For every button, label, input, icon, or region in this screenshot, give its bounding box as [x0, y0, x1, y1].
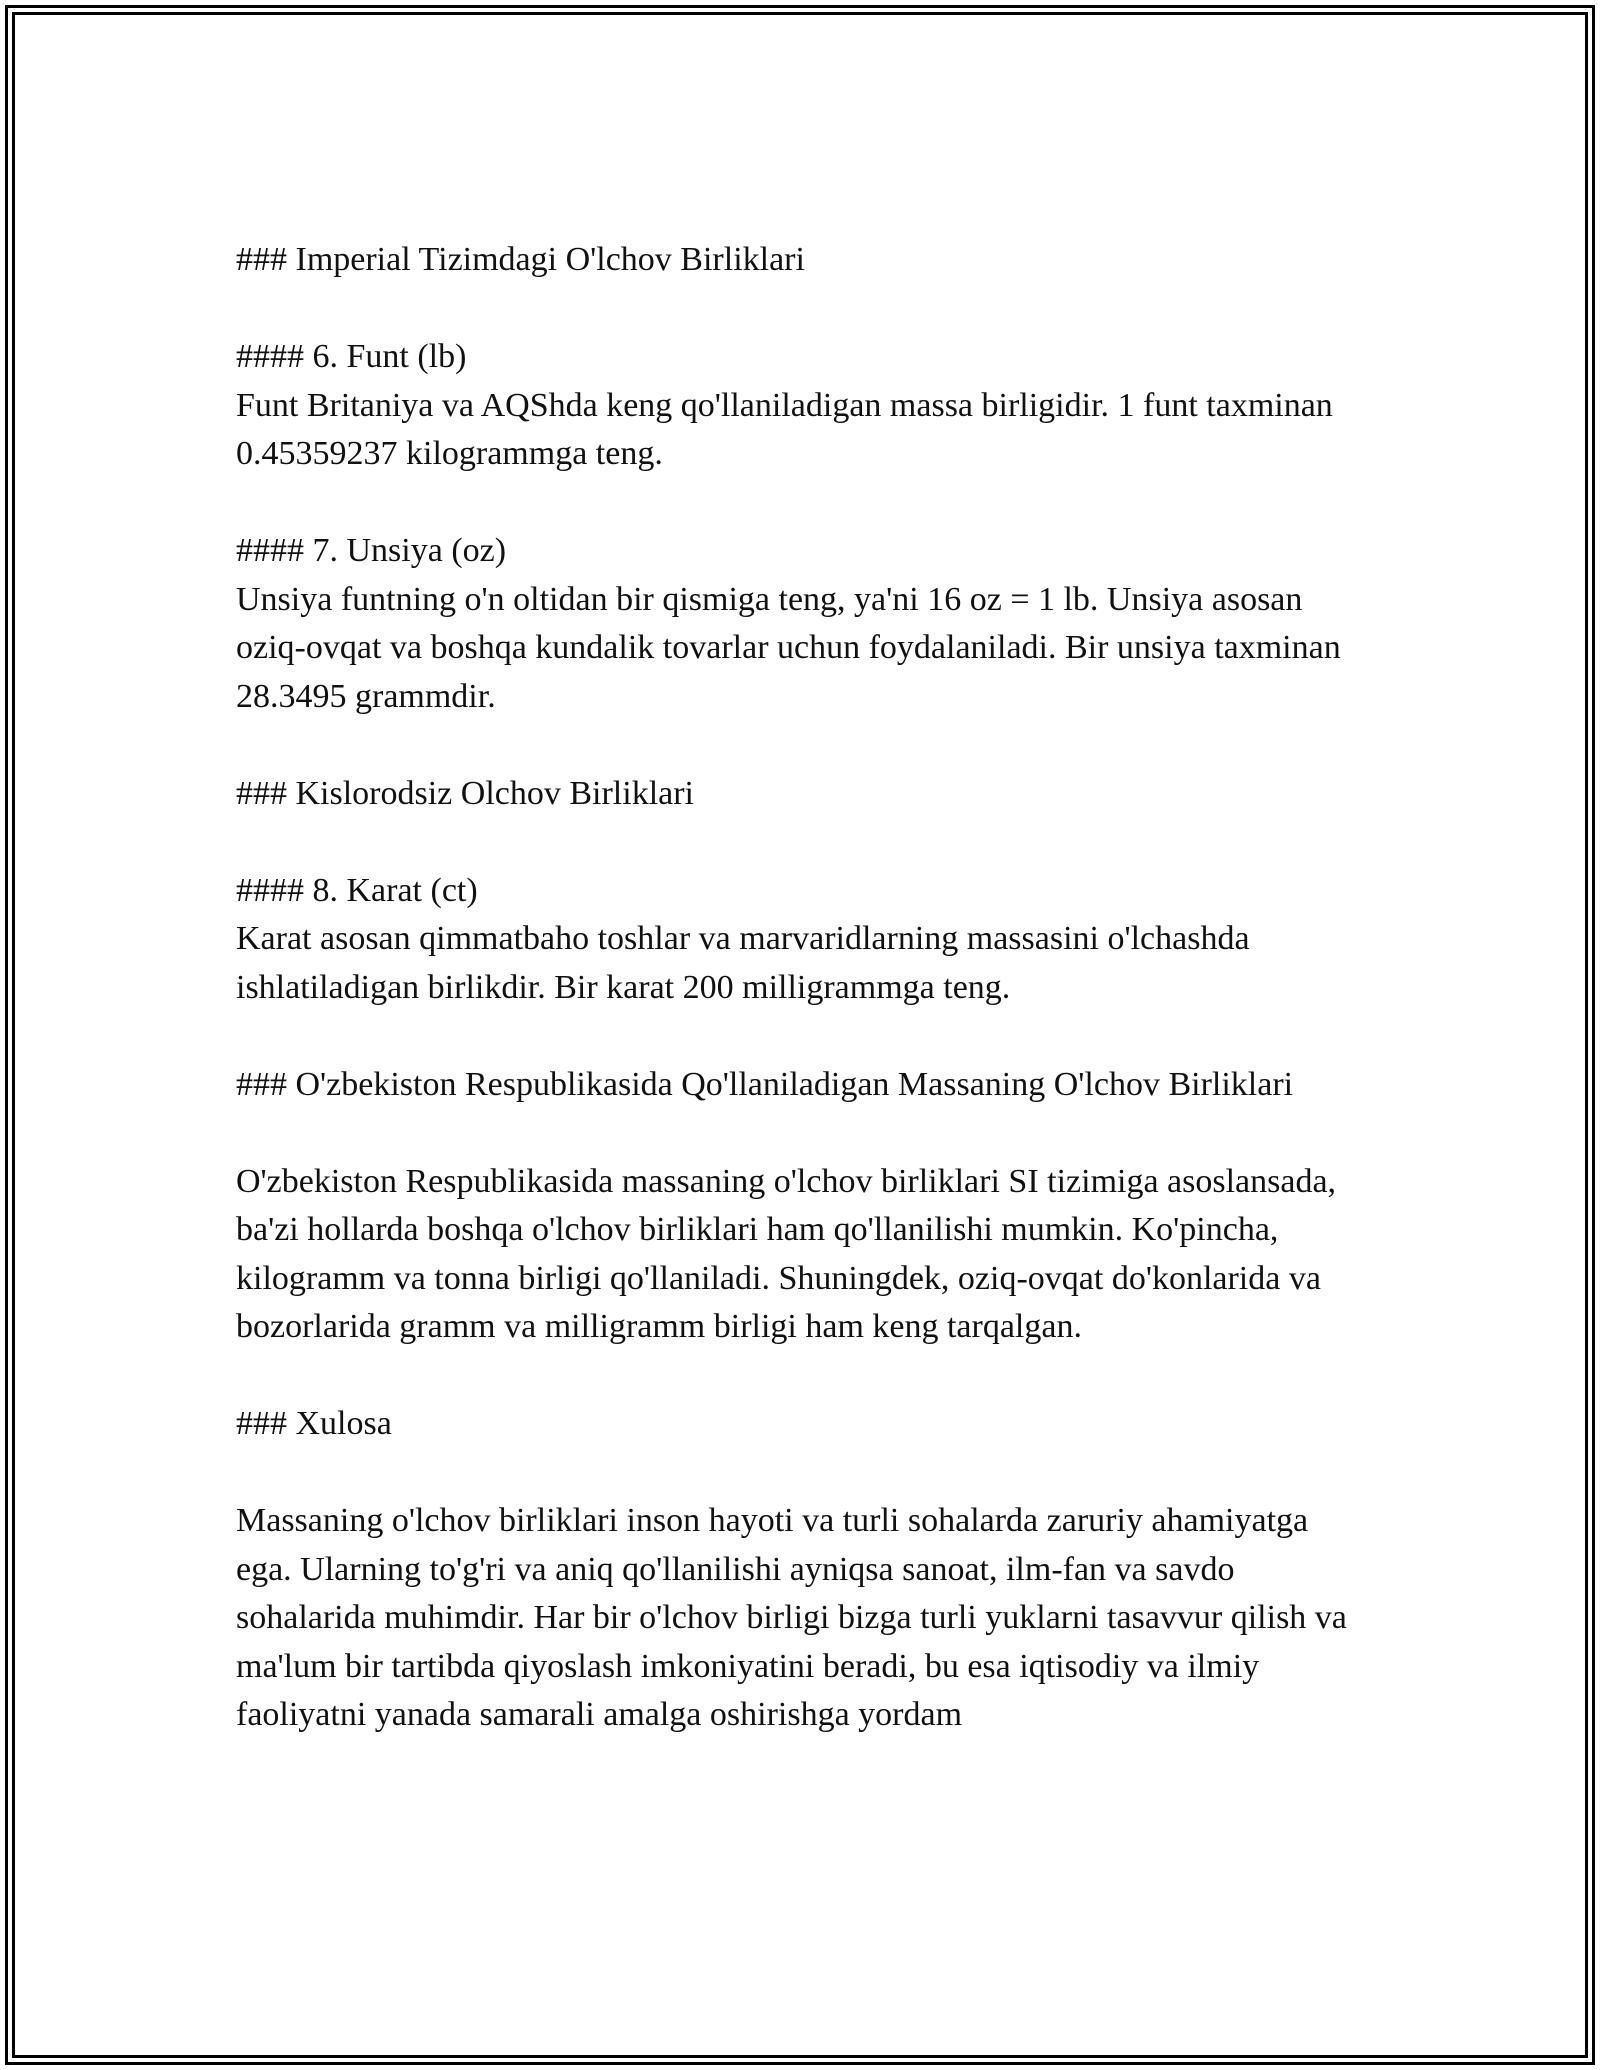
- spacer: [236, 818, 1366, 867]
- paragraph-xulosa: Massaning o'lchov birliklari inson hayoti va turli sohalarda zaruriy ahamiyatga ega. Ularning to'g'ri va aniq qo'llanilishi ayniqsa sanoat, ilm-fan va savdo sohalarida muhimdir. Har bir o'lchov birligi bizga turli yuklarni tasavvur qilish va ma'lum bir tartibda qiyoslash imkoniyatini beradi, bu esa iqtisodiy va ilmiy faoliyatni yanada samarali amalga oshirishga yordam: [236, 1502, 1356, 1733]
- heading-kislorodsiz-units: ### Kislorodsiz Olchov Birliklari: [236, 774, 695, 812]
- document-body: [236, 236, 1366, 1740]
- spacer: [236, 1012, 1366, 1061]
- heading-imperial-units: ### Imperial Tizimdagi O'lchov Birliklari: [236, 241, 805, 278]
- spacer: [236, 1352, 1366, 1401]
- paragraph-unsiya: Unsiya funtning o'n oltidan bir qismiga teng, ya'ni 16 oz = 1 lb. Unsiya asosan oziq-ovqat va boshqa kundalik tovarlar uchun foydalaniladi. Bir unsiya taxminan 28.3495 grammdir.: [236, 580, 1350, 715]
- spacer: [236, 285, 1366, 334]
- heading-unsiya: #### 7. Unsiya (oz): [236, 532, 507, 569]
- spacer: [236, 721, 1366, 770]
- heading-uzbekistan-units: ### O'zbekiston Respublikasida Qo'llaniladigan Massaning O'lchov Birliklari: [236, 1065, 1294, 1103]
- paragraph-karat: Karat asosan qimmatbaho toshlar va marvaridlarning massasini o'lchashda ishlatiladigan birlikdir. Bir karat 200 milligrammga teng.: [236, 920, 1259, 1006]
- heading-xulosa: ### Xulosa: [236, 1405, 392, 1442]
- heading-funt: #### 6. Funt (lb): [236, 338, 467, 375]
- paragraph-funt: Funt Britaniya va AQShda keng qo'llaniladigan massa birligidir. 1 funt taxminan 0.45359237 kilogrammga teng.: [236, 386, 1342, 472]
- spacer: [236, 479, 1366, 528]
- spacer: [236, 1109, 1366, 1158]
- paragraph-uzbekistan: O'zbekiston Respublikasida massaning o'lchov birliklari SI tizimiga asoslansada, ba'zi hollarda boshqa o'lchov birliklari ham qo'llanilishi mumkin. Ko'pincha, kilogramm va tonna birligi qo'llaniladi. Shuningdek, oziq-ovqat do'konlarida va bozorlarida gramm va milligramm birligi ham keng tarqalgan.: [236, 1162, 1345, 1345]
- spacer: [236, 1449, 1366, 1498]
- heading-karat: #### 8. Karat (ct): [236, 871, 478, 909]
